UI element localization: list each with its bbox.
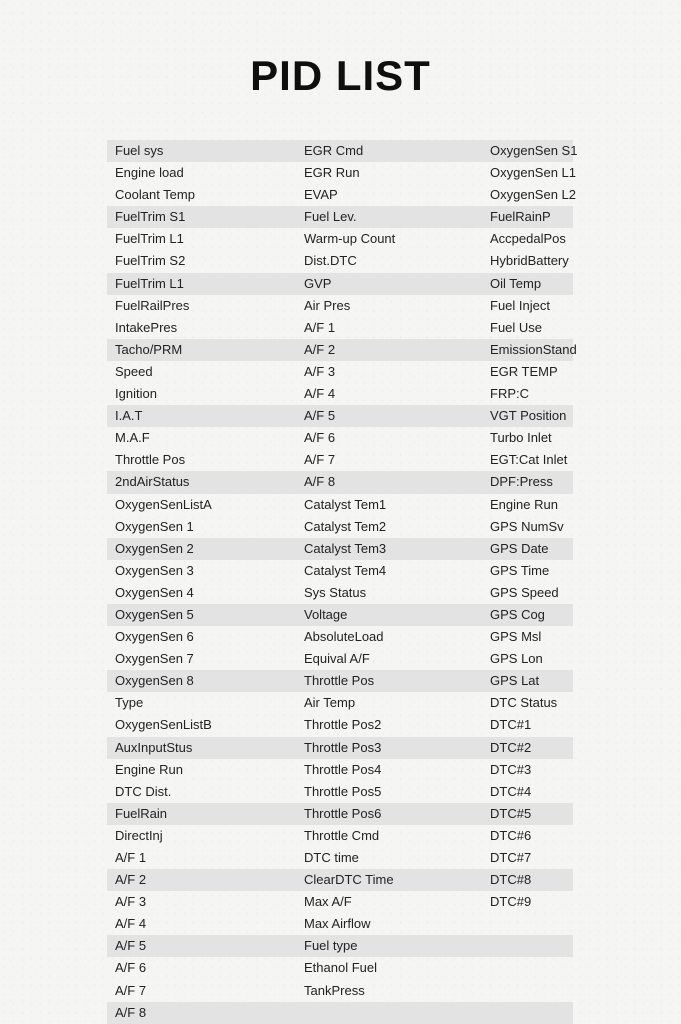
table-row — [107, 737, 573, 759]
table-row — [107, 339, 577, 361]
table-row — [107, 516, 573, 538]
pid-table — [107, 140, 578, 1024]
table-row — [107, 825, 573, 847]
pid-cell: A/F 7 — [304, 452, 336, 468]
pid-cell: Air Pres — [304, 297, 351, 313]
pid-cell: Fuel Inject — [490, 297, 550, 313]
pid-cell: OxygenSen 1 — [115, 518, 194, 534]
pid-cell: Throttle Pos5 — [304, 783, 382, 799]
pid-cell: Voltage — [304, 606, 348, 622]
pid-cell: GPS Msl — [490, 629, 542, 645]
table-row — [107, 1002, 573, 1024]
pid-cell: OxygenSen L1 — [490, 165, 577, 181]
pid-cell: Speed — [115, 363, 153, 379]
table-row — [107, 317, 573, 339]
table-row — [107, 383, 573, 405]
table-row — [107, 847, 573, 869]
pid-cell: Coolant Temp — [115, 187, 195, 203]
pid-cell: DPF:Press — [490, 474, 553, 490]
pid-cell: GPS Lat — [490, 673, 540, 689]
table-row — [107, 228, 573, 250]
pid-cell: GPS Time — [490, 562, 550, 578]
pid-cell: DTC time — [304, 850, 359, 865]
pid-cell: Air Temp — [304, 695, 356, 711]
pid-cell: Sys Status — [304, 584, 367, 600]
pid-cell: FuelTrim S1 — [115, 209, 186, 225]
table-row — [107, 957, 573, 979]
pid-cell: GPS Speed — [490, 584, 559, 600]
pid-cell: Ethanol Fuel — [304, 960, 377, 976]
table-row — [107, 869, 573, 891]
pid-cell: AbsoluteLoad — [304, 629, 384, 645]
table-row — [107, 980, 573, 1002]
pid-cell: DTC#2 — [490, 739, 532, 755]
pid-cell: GVP — [304, 275, 332, 291]
table-row — [107, 781, 573, 803]
pid-cell: Tacho/PRM — [115, 341, 183, 357]
pid-cell: DirectInj — [115, 827, 163, 843]
pid-cell: Turbo Inlet — [490, 430, 552, 446]
pid-cell: FuelTrim S2 — [115, 253, 186, 269]
pid-cell: Ignition — [115, 386, 157, 402]
table-row — [107, 273, 573, 295]
pid-cell: Catalyst Tem2 — [304, 518, 387, 534]
pid-cell: DTC#5 — [490, 805, 532, 821]
pid-cell: FuelTrim L1 — [115, 231, 184, 247]
pid-cell: A/F 8 — [304, 474, 336, 490]
pid-cell: A/F 5 — [115, 938, 147, 954]
table-row — [107, 560, 573, 582]
pid-cell: Throttle Pos — [115, 452, 186, 468]
pid-cell: Throttle Pos — [304, 673, 375, 689]
pid-cell: TankPress — [304, 982, 365, 998]
table-row — [107, 670, 573, 692]
pid-cell: EmissionStand — [490, 341, 577, 357]
pid-cell: A/F 4 — [115, 916, 147, 932]
pid-cell: GPS Lon — [490, 651, 543, 667]
table-row — [107, 692, 573, 714]
pid-cell: Throttle Pos2 — [304, 717, 382, 733]
table-row — [107, 604, 573, 626]
pid-cell: GPS Date — [490, 540, 549, 556]
pid-cell: A/F 3 — [115, 894, 147, 910]
pid-cell: EGT:Cat Inlet — [490, 452, 568, 468]
pid-cell: OxygenSen 4 — [115, 584, 194, 600]
pid-cell: I.A.T — [115, 408, 143, 424]
table-row — [107, 494, 573, 516]
pid-cell: FuelTrim L1 — [115, 275, 184, 291]
pid-cell: DTC#6 — [490, 827, 532, 843]
pid-cell: Throttle Cmd — [304, 827, 380, 843]
table-row — [107, 803, 573, 825]
pid-cell: Catalyst Tem3 — [304, 540, 387, 556]
pid-cell: A/F 2 — [304, 341, 336, 357]
pid-cell: EGR Cmd — [304, 143, 364, 158]
pid-cell: GPS Cog — [490, 606, 545, 622]
pid-cell: A/F 3 — [304, 363, 336, 379]
pid-cell: Fuel sys — [115, 143, 164, 158]
pid-cell: OxygenSenListA — [115, 496, 212, 512]
table-row — [107, 184, 577, 206]
pid-cell: A/F 5 — [304, 408, 336, 424]
pid-cell: Max Airflow — [304, 916, 371, 932]
pid-cell: FuelRainP — [490, 209, 551, 225]
pid-cell: Catalyst Tem4 — [304, 562, 387, 578]
pid-cell: DTC#7 — [490, 850, 532, 865]
pid-cell: OxygenSen 3 — [115, 562, 194, 578]
pid-cell: OxygenSen 6 — [115, 629, 194, 645]
pid-cell: FRP:C — [490, 386, 529, 402]
pid-cell: Engine Run — [490, 496, 558, 512]
pid-cell: A/F 1 — [115, 850, 147, 865]
pid-cell: Engine Run — [115, 761, 183, 777]
table-row — [107, 295, 573, 317]
pid-cell: OxygenSen 8 — [115, 673, 194, 689]
pid-cell: Dist.DTC — [304, 253, 357, 269]
pid-cell: Fuel Lev. — [304, 209, 357, 225]
table-row — [107, 759, 573, 781]
pid-cell: Throttle Pos3 — [304, 739, 382, 755]
pid-cell: OxygenSen 2 — [115, 540, 194, 556]
table-row — [107, 427, 573, 449]
table-row — [107, 361, 573, 383]
pid-cell: Oil Temp — [490, 275, 542, 291]
pid-cell: 2ndAirStatus — [115, 474, 190, 490]
table-row — [107, 582, 573, 604]
pid-cell: DTC Status — [490, 695, 558, 711]
pid-cell: Throttle Pos4 — [304, 761, 382, 777]
pid-cell: A/F 6 — [304, 430, 336, 446]
table-row — [107, 471, 573, 493]
pid-cell: OxygenSen L2 — [490, 187, 577, 203]
table-row — [107, 206, 573, 228]
pid-cell: A/F 1 — [304, 319, 336, 335]
pid-cell: OxygenSen S1 — [490, 143, 578, 158]
page-title: PID LIST — [250, 52, 431, 99]
table-row — [107, 913, 573, 935]
table-row — [107, 538, 573, 560]
pid-cell: A/F 6 — [115, 960, 147, 976]
pid-cell: DTC#4 — [490, 783, 532, 799]
pid-cell: FuelRain — [115, 805, 168, 821]
pid-cell: DTC Dist. — [115, 783, 172, 799]
pid-cell: Fuel type — [304, 938, 358, 954]
pid-cell: Type — [115, 695, 144, 711]
pid-cell: Warm-up Count — [304, 231, 396, 247]
table-row — [107, 162, 577, 184]
pid-cell: Equival A/F — [304, 651, 370, 667]
pid-cell: DTC#9 — [490, 894, 532, 910]
table-row — [107, 405, 573, 427]
pid-cell: A/F 7 — [115, 982, 147, 998]
table-row — [107, 714, 573, 736]
pid-cell: OxygenSen 5 — [115, 606, 194, 622]
pid-cell: Throttle Pos6 — [304, 805, 382, 821]
pid-cell: DTC#3 — [490, 761, 532, 777]
pid-cell: Fuel Use — [490, 319, 543, 335]
pid-cell: M.A.F — [115, 430, 150, 446]
pid-cell: AuxInputStus — [115, 739, 193, 755]
table-row — [107, 140, 578, 162]
pid-cell: A/F 8 — [115, 1004, 147, 1020]
pid-cell: ClearDTC Time — [304, 872, 394, 888]
pid-cell: Catalyst Tem1 — [304, 496, 387, 512]
pid-cell: HybridBattery — [490, 253, 569, 269]
pid-cell: EGR Run — [304, 165, 360, 181]
table-row — [107, 250, 573, 272]
pid-cell: DTC#1 — [490, 717, 532, 733]
pid-cell: Engine load — [115, 165, 184, 181]
pid-cell: DTC#8 — [490, 872, 532, 888]
pid-cell: GPS NumSv — [490, 518, 564, 534]
pid-cell: IntakePres — [115, 319, 178, 335]
pid-cell: A/F 4 — [304, 386, 336, 402]
pid-cell: OxygenSenListB — [115, 717, 212, 733]
pid-cell: Max A/F — [304, 894, 352, 910]
table-row — [107, 891, 573, 913]
table-row — [107, 648, 573, 670]
pid-cell: FuelRailPres — [115, 297, 190, 313]
table-row — [107, 449, 573, 471]
pid-cell: VGT Position — [490, 408, 567, 424]
table-row — [107, 626, 573, 648]
pid-cell: AccpedalPos — [490, 231, 566, 247]
pid-cell: A/F 2 — [115, 872, 147, 888]
pid-cell: EGR TEMP — [490, 363, 558, 379]
pid-cell: EVAP — [304, 187, 338, 203]
table-row — [107, 935, 573, 957]
pid-cell: OxygenSen 7 — [115, 651, 194, 667]
